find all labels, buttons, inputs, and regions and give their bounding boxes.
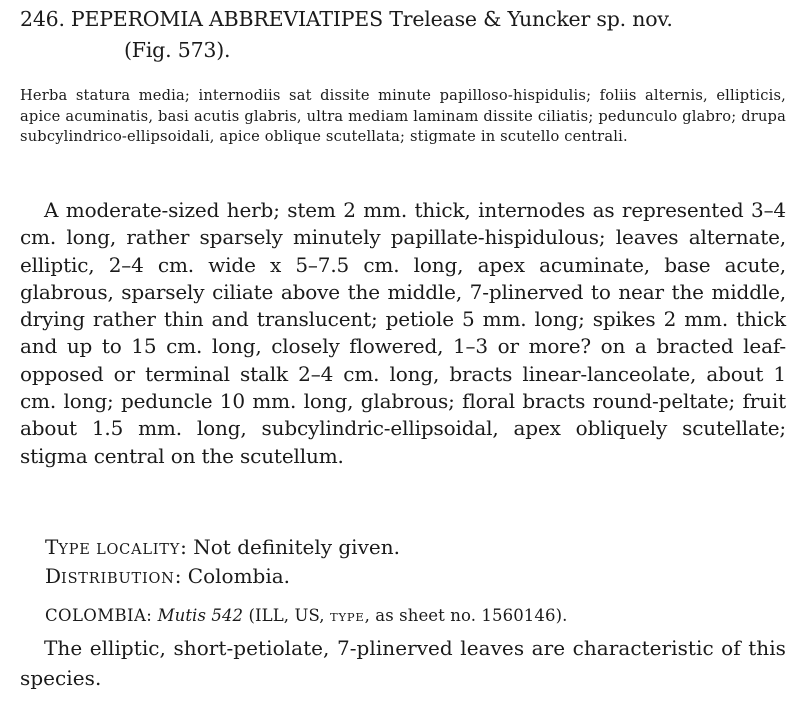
species-heading [20, 4, 790, 66]
type-locality-separator: : [180, 535, 187, 559]
specimen-sheet: , as sheet no. 1560146). [364, 606, 568, 625]
species-name: PEPEROMIA ABBREVIATIPES [70, 7, 383, 31]
type-locality-label-rest: YPE LOCALITY [58, 542, 181, 558]
species-number: 246. [20, 7, 65, 31]
specimen-citation [45, 604, 567, 629]
distribution-label-initial: D [45, 564, 62, 588]
type-locality-label-initial: T [45, 535, 59, 559]
latin-diagnosis: Herba statura media; internodiis sat dissite minute papilloso-hispidulis; foliis alternis, ellipticis, apice acuminatis, basi acutis glabris, ultra mediam laminam dissite ciliatis; pedunculo glabro; drupa subcylindrico-ellipsoidali, apice oblique scutellata; stigmate in scutello centrali. [20, 87, 786, 145]
type-locality-value: Not definitely given. [193, 535, 400, 559]
distribution-value: Colombia. [187, 564, 291, 588]
species-description: A moderate-sized herb; stem 2 mm. thick, internodes as represented 3–4 cm. long, rather sparsely minutely papillate-hispidulous; leaves alternate, elliptic, 2–4 cm. wide x 5–7.5 cm. long, apex acuminate, base acute, glabrous, sparsely ciliate above the middle, 7-plinerved to near the middle, drying rather thin and translucent; petiole 5 mm. long; spikes 2 mm. thick and up to 15 cm. long, closely flowered, 1–3 or more? on a bracted leaf-opposed or terminal stalk 2–4 cm. long, bracts linear-lanceolate, about 1 cm. long; peduncle 10 mm. long, glabrous; floral bracts round-peltate; fruit about 1.5 mm. long, subcylindric-ellipsoidal, apex obliquely scutellate; stigma central on the scutellum. [20, 198, 786, 468]
distribution-label-rest: ISTRIBUTION [61, 571, 175, 587]
specimen-type-word: TYPE [330, 610, 365, 624]
specimen-collector: Mutis 542 [157, 606, 244, 625]
species-note: The elliptic, short-petiolate, 7-plinerved leaves are characteristic of this species. [20, 636, 786, 690]
specimen-herbaria: (ILL, US, [248, 606, 325, 625]
specimen-country: COLOMBIA: [45, 606, 153, 625]
type-locality [45, 534, 400, 564]
distribution [45, 563, 290, 593]
figure-reference: (Fig. 573). [124, 38, 231, 62]
species-authors: Trelease & Yuncker sp. nov. [389, 7, 673, 31]
distribution-separator: : [174, 564, 182, 588]
